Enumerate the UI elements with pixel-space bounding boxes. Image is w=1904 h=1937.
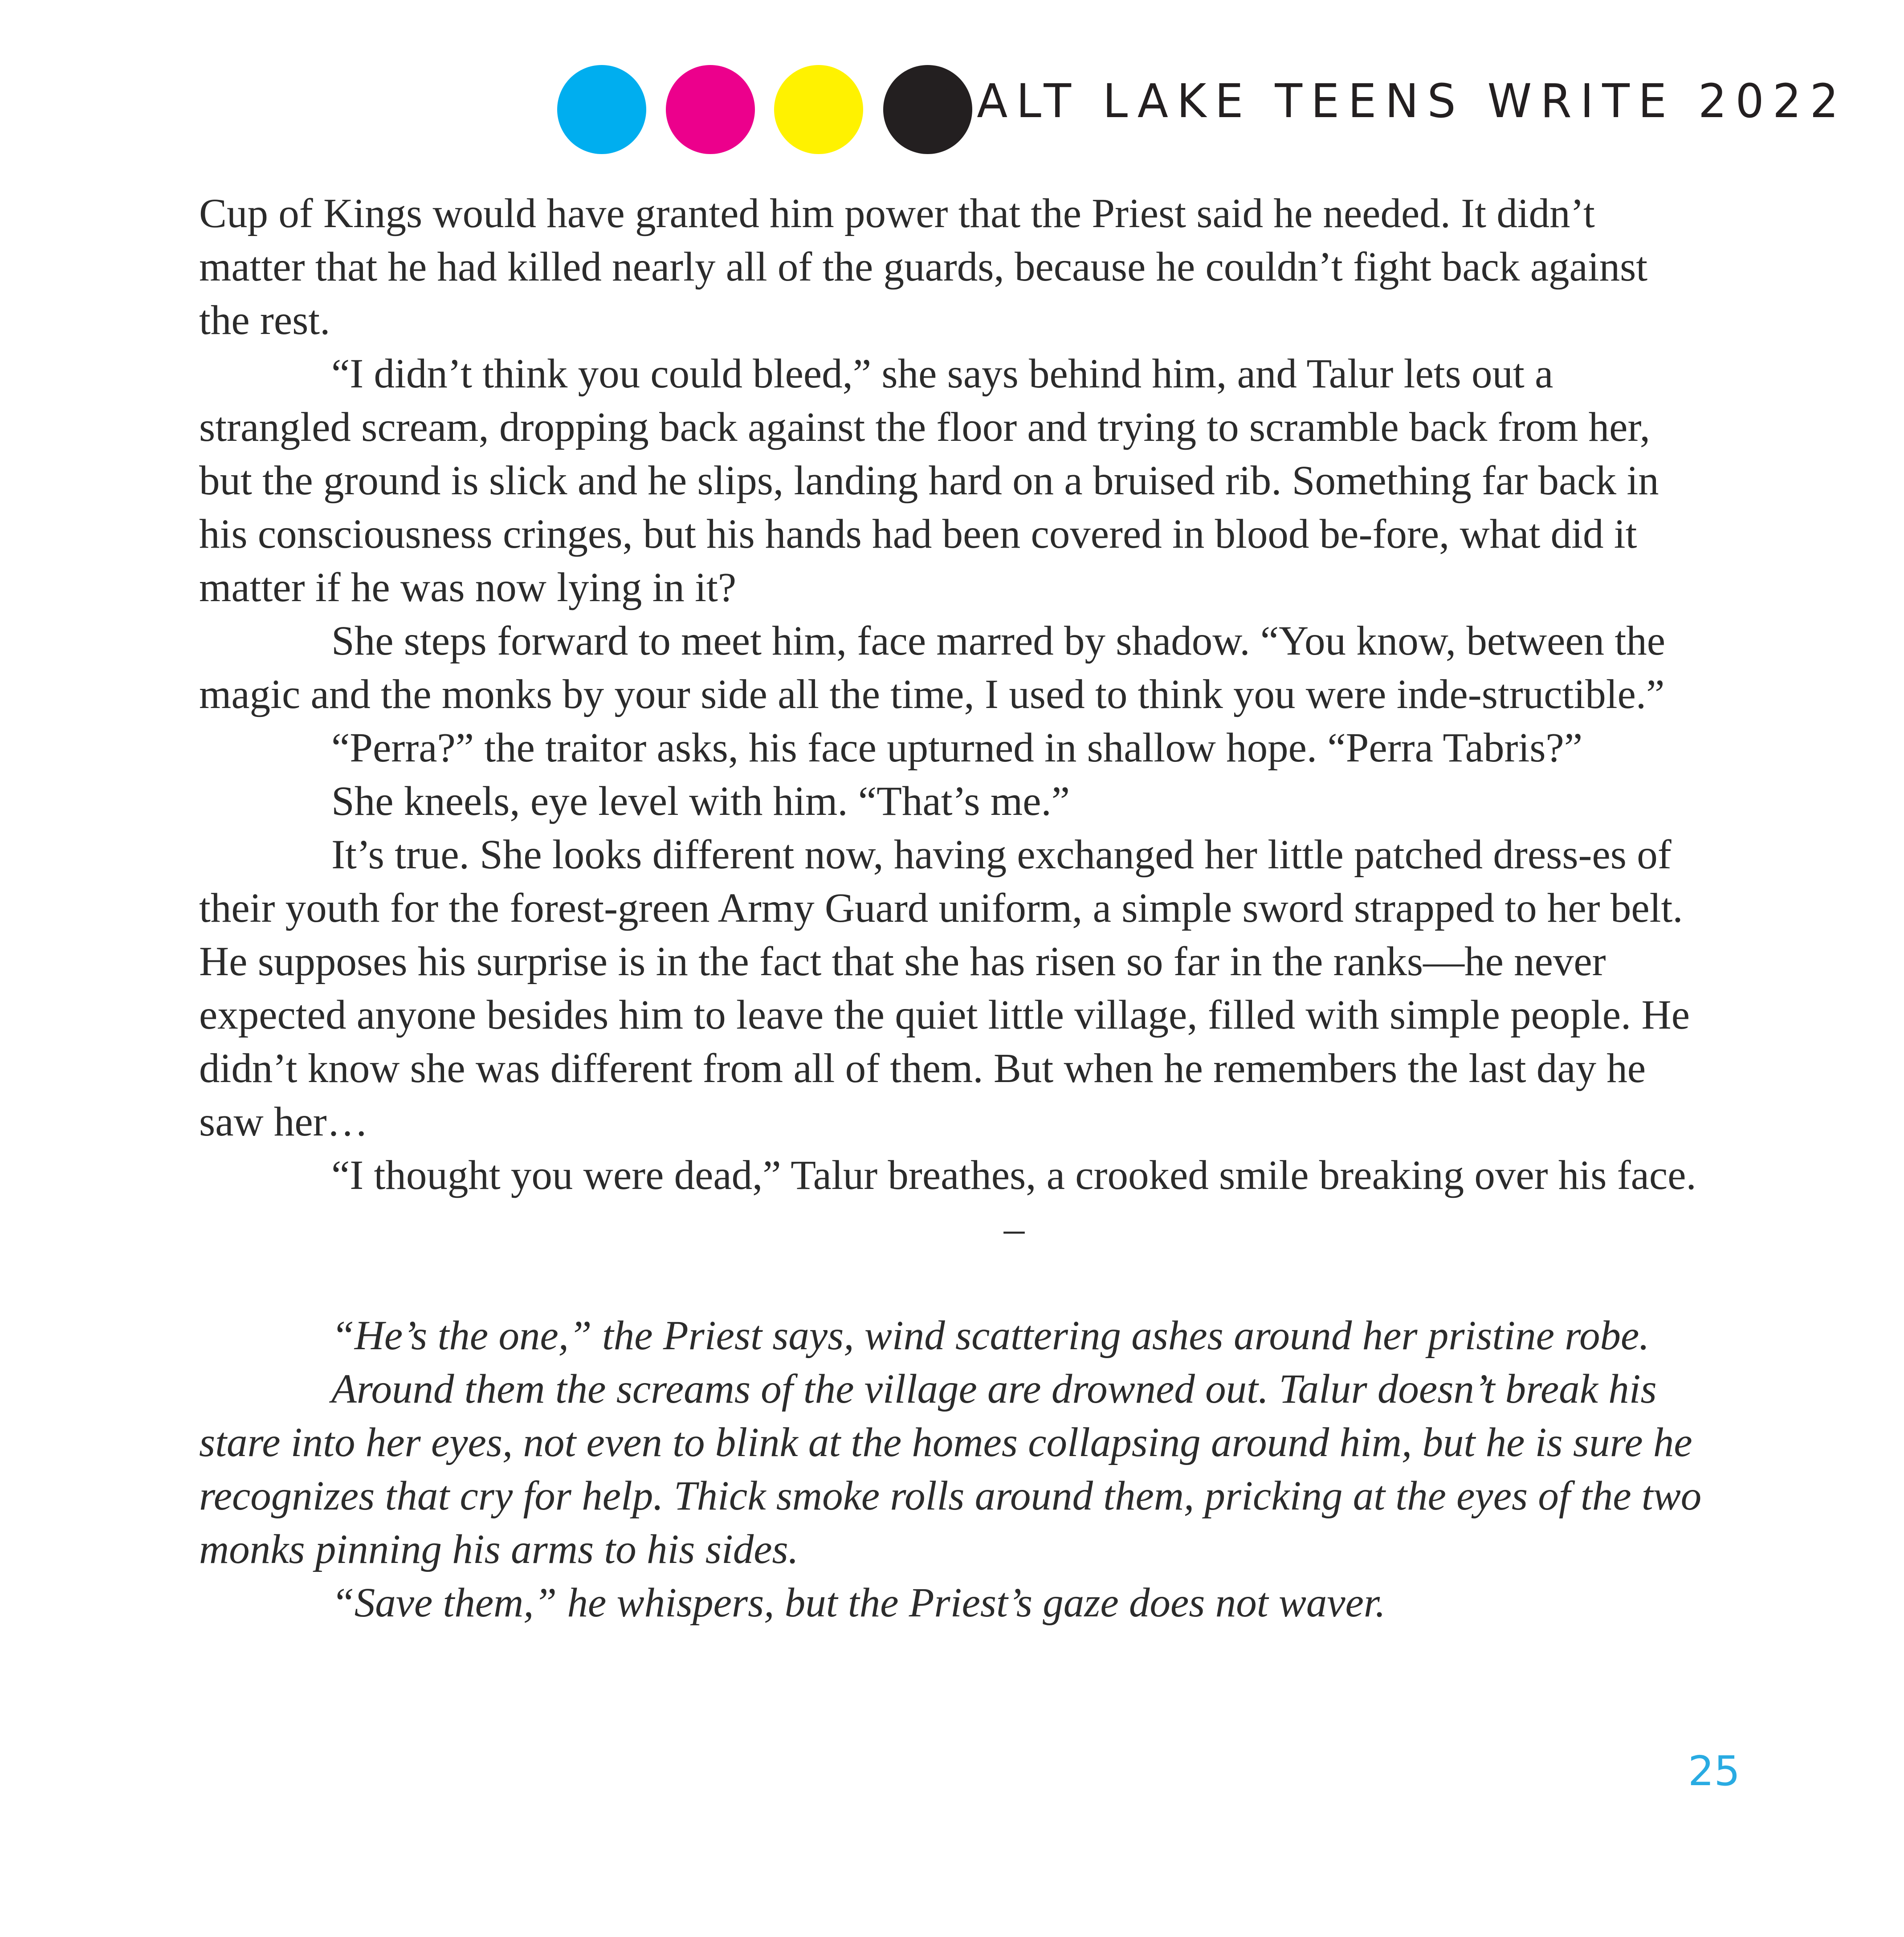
magenta-dot: [666, 65, 755, 154]
flashback-paragraph: Around them the screams of the village are drowned out. Talur doesn’t break his stare into her eyes, not even to blink at the homes collapsing around him, but he is sure he recognizes that cry for help. Thick smoke rolls around them, pricking at the eyes of the two monks pinning his arms to his sides.: [199, 1366, 1702, 1572]
flashback-section: [199, 1309, 1704, 1630]
section-spacer: [199, 1256, 1704, 1309]
yellow-dot: [774, 65, 863, 154]
story-paragraph: “I didn’t think you could bleed,” she says behind him, and Talur lets out a strangled scream, dropping back against the floor and trying to scramble back from her, but the ground is slick and he slips, landing hard on a bruised rib. Something far back in his consciousness cringes, but his hands had been covered in blood be-fore, what did it matter if he was now lying in it?: [199, 351, 1659, 610]
cyan-dot: [557, 65, 646, 154]
story-paragraph: She steps forward to meet him, face marred by shadow. “You know, between the magic and the monks by your side all the time, I used to think you were inde-structible.”: [199, 618, 1666, 717]
publication-title: SALT LAKE TEENS WRITE 2022: [939, 74, 1847, 128]
page-header: [0, 0, 1904, 178]
section-divider: [199, 1202, 1704, 1256]
story-paragraph: She kneels, eye level with him. “That’s me.”: [331, 778, 1070, 824]
flashback-paragraph: “Save them,” he whispers, but the Priest’s gaze does not waver.: [331, 1580, 1386, 1626]
page-number: 25: [1688, 1747, 1741, 1795]
story-paragraph: Cup of Kings would have granted him power that the Priest said he needed. It didn’t matter that he had killed nearly all of the guards, because he couldn’t fight back against the rest.: [199, 191, 1648, 343]
story-paragraph: “Perra?” the traitor asks, his face upturned in shallow hope. “Perra Tabris?”: [331, 725, 1583, 771]
story-body: [199, 187, 1704, 1630]
flashback-paragraph: “He’s the one,” the Priest says, wind scattering ashes around her pristine robe.: [331, 1313, 1650, 1359]
story-paragraph: It’s true. She looks different now, having exchanged her little patched dress-es of their youth for the forest-green Army Guard uniform, a simple sword strapped to her belt. He supposes his surprise is in the fact that she has risen so far in the ranks—he never expected anyone besides him to leave the quiet little village, filled with simple people. He didn’t know she was different from all of them. But when he remembers the last day he saw her…: [199, 832, 1690, 1145]
section-divider-mark: –: [1003, 1206, 1025, 1252]
story-paragraph: “I thought you were dead,” Talur breathes, a crooked smile breaking over his face.: [331, 1152, 1696, 1198]
